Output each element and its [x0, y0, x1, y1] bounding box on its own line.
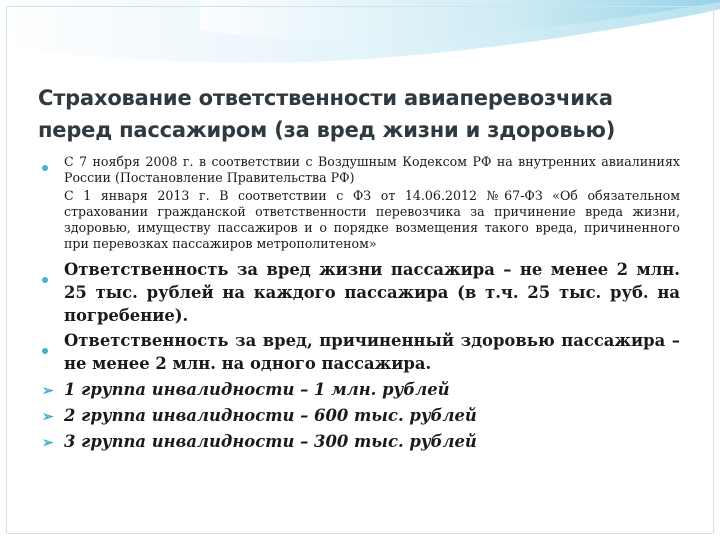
- bullet-item-1: [40, 154, 680, 186]
- check-text-1: 1 группа инвалидности – 1 млн. рублей: [64, 380, 450, 399]
- check-item-2: [40, 404, 680, 427]
- bullet-item-1-sub: С 1 января 2013 г. В соответствии с ФЗ от 14.06.2012 №67-ФЗ «Об обязательном страховании гражданской ответственности перевозчика за причинение вреда жизни, здоровью, имуществу пассажиров и о порядке возмещения такого вреда, причиненного при перевозках пассажиров метрополитеном»: [64, 188, 680, 251]
- check-item-1: [40, 378, 680, 401]
- bullet-text-2: Ответственность за вред жизни пассажира – не менее 2 млн. 25 тыс. рублей на каждого пассажира (в т.ч. 25 тыс. руб. на погребение).: [64, 260, 680, 325]
- check-text-3: 3 группа инвалидности – 300 тыс. рублей: [64, 432, 477, 451]
- check-text-2: 2 группа инвалидности – 600 тыс. рублей: [64, 406, 477, 425]
- bullet-text-3: Ответственность за вред, причиненный здоровью пассажира – не менее 2 млн. на одного пассажира.: [64, 331, 680, 373]
- check-item-3: [40, 430, 680, 453]
- arrow-check-icon: ➢: [42, 435, 54, 451]
- bullet-item-2: [40, 258, 680, 327]
- arrow-check-icon: ➢: [42, 383, 54, 399]
- slide-title-line-1: Страхование ответственности авиаперевозчика: [38, 86, 613, 110]
- bullet-dot-icon: [42, 159, 48, 175]
- slide-title-line-2: перед пассажиром (за вред жизни и здоровью): [38, 118, 616, 142]
- slide-content: [40, 154, 680, 456]
- header-wave-decoration: [0, 0, 720, 80]
- bullet-item-3: [40, 329, 680, 375]
- bullet-dot-icon: [42, 337, 48, 360]
- bullet-dot-icon: [42, 266, 48, 289]
- slide-title: [38, 82, 688, 146]
- arrow-check-icon: ➢: [42, 409, 54, 425]
- bullet-text-1: С 7 ноября 2008 г. в соответствии с Воздушным Кодексом РФ на внутренних авиалиниях России (Постановление Правительства РФ): [64, 154, 680, 185]
